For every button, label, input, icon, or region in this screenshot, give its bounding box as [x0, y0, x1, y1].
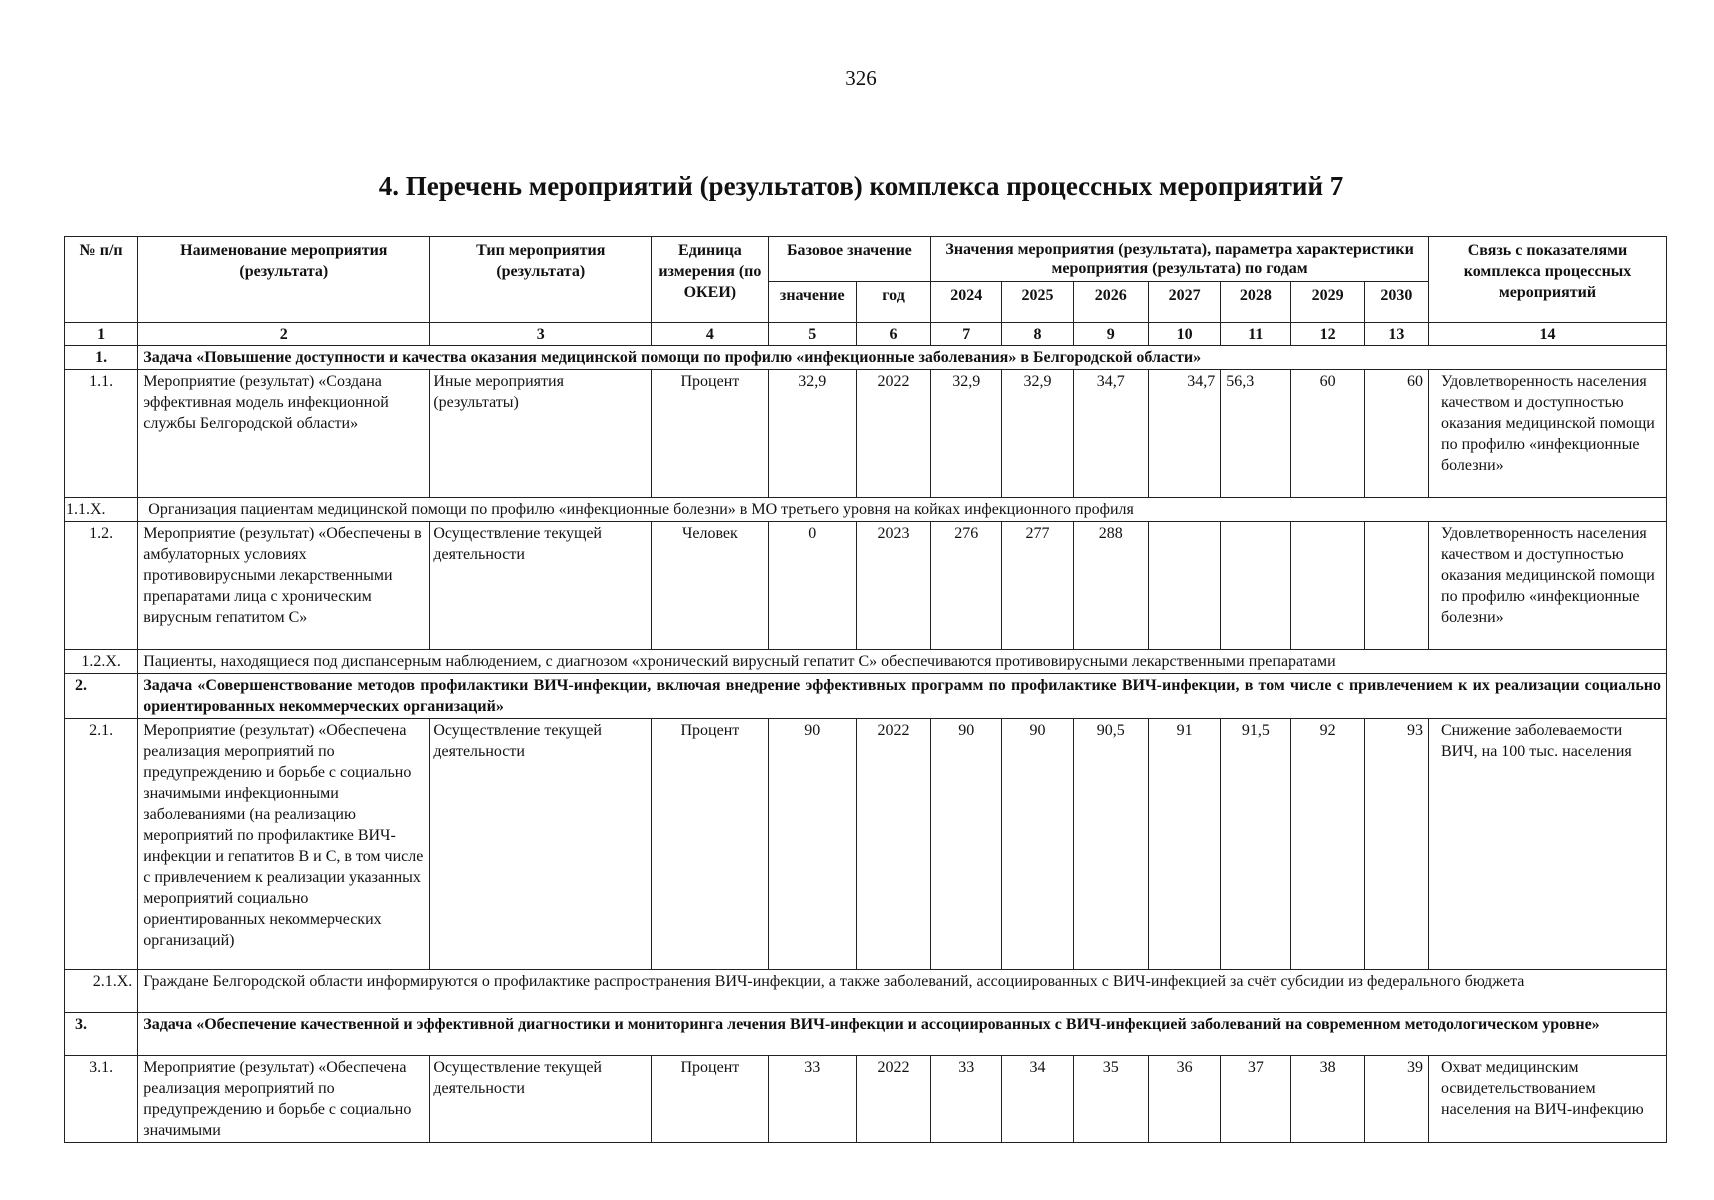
column-number: 10 — [1148, 323, 1220, 346]
table-row — [65, 1056, 1667, 1143]
row-num: 1.2.Х. — [65, 650, 138, 674]
column-number: 14 — [1429, 323, 1667, 346]
column-number: 7 — [931, 323, 1002, 346]
row-name: Мероприятие (результат) «Создана эффективная модель инфекционной службы Белгородской области» — [138, 370, 430, 498]
row-value: 92 — [1291, 719, 1364, 970]
row-base-year: 2022 — [856, 1056, 930, 1143]
header-row — [65, 237, 1667, 282]
row-num: 2.1.Х. — [65, 970, 138, 1013]
row-value: 91,5 — [1221, 719, 1291, 970]
row-value: 34,7 — [1148, 370, 1220, 498]
column-numbers-row — [65, 323, 1667, 346]
row-link: Удовлетворенность населения качеством и доступностью оказания медицинской помощи по профилю «инфекционные болезни» — [1429, 370, 1667, 498]
task-row — [65, 346, 1667, 370]
row-value: 91 — [1148, 719, 1220, 970]
row-base-value: 33 — [768, 1056, 856, 1143]
row-value: 60 — [1364, 370, 1428, 498]
column-number: 2 — [138, 323, 430, 346]
header-year: 2030 — [1364, 282, 1428, 323]
task-text: Задача «Обеспечение качественной и эффективной диагностики и мониторинга лечения ВИЧ-инфекции и ассоциированных с ВИЧ-инфекцией заболеваний на современном методологическом уровне» — [138, 1013, 1667, 1056]
table-row — [65, 970, 1667, 1013]
column-number: 4 — [652, 323, 768, 346]
header-link: Связь с показателями комплекса процессных мероприятий — [1429, 237, 1667, 323]
row-value: 37 — [1221, 1056, 1291, 1143]
row-type: Осуществление текущей деятельности — [430, 1056, 652, 1143]
row-value: 90 — [1002, 719, 1073, 970]
row-value: 90 — [931, 719, 1002, 970]
row-value: 90,5 — [1073, 719, 1148, 970]
row-value — [1148, 522, 1220, 650]
row-num: 2.1. — [65, 719, 138, 970]
row-unit: Процент — [652, 1056, 768, 1143]
row-value: 36 — [1148, 1056, 1220, 1143]
row-value — [1291, 522, 1364, 650]
row-type: Осуществление текущей деятельности — [430, 719, 652, 970]
row-unit: Процент — [652, 370, 768, 498]
row-value: 93 — [1364, 719, 1428, 970]
row-text: Граждане Белгородской области информируются о профилактике распространения ВИЧ-инфекции, а также заболеваний, ассоциированных с ВИЧ-инфекцией за счёт субсидии из федерального бюджета — [138, 970, 1667, 1013]
column-number: 1 — [65, 323, 138, 346]
row-name: Мероприятие (результат) «Обеспечена реализация мероприятий по предупреждению и борьбе с социально значимыми — [138, 1056, 430, 1143]
header-year: 2028 — [1221, 282, 1291, 323]
row-num: 1.1.Х. — [65, 498, 138, 522]
column-number: 12 — [1291, 323, 1364, 346]
measures-table — [64, 236, 1667, 1143]
row-num: 1.1. — [65, 370, 138, 498]
table-row — [65, 370, 1667, 498]
row-value: 33 — [931, 1056, 1002, 1143]
header-values-group: Значения мероприятия (результата), параметра характеристики мероприятия (результата) по годам — [931, 237, 1429, 282]
row-value: 288 — [1073, 522, 1148, 650]
header-base-value: значение — [768, 282, 856, 323]
row-link: Удовлетворенность населения качеством и доступностью оказания медицинской помощи по профилю «инфекционные болезни» — [1429, 522, 1667, 650]
row-link: Снижение заболеваемости ВИЧ, на 100 тыс. населения — [1429, 719, 1667, 970]
header-year: 2025 — [1002, 282, 1073, 323]
task-text: Задача «Повышение доступности и качества оказания медицинской помощи по профилю «инфекционные заболевания» в Белгородской области» — [138, 346, 1667, 370]
row-text: Организация пациентам медицинской помощи по профилю «инфекционные болезни» в МО третьего уровня на койках инфекционного профиля — [138, 498, 1667, 522]
row-text: Пациенты, находящиеся под диспансерным наблюдением, с диагнозом «хронический вирусный гепатит С» обеспечиваются противовирусными лекарственными препаратами — [138, 650, 1667, 674]
row-type: Осуществление текущей деятельности — [430, 522, 652, 650]
header-num: № п/п — [65, 237, 138, 323]
task-row — [65, 674, 1667, 719]
row-base-value: 0 — [768, 522, 856, 650]
row-base-value: 32,9 — [768, 370, 856, 498]
row-base-year: 2022 — [856, 370, 930, 498]
header-unit: Единица измерения (по ОКЕИ) — [652, 237, 768, 323]
header-year: 2029 — [1291, 282, 1364, 323]
header-name: Наименование мероприятия (результата) — [138, 237, 430, 323]
row-value: 32,9 — [931, 370, 1002, 498]
row-value — [1364, 522, 1428, 650]
header-year: 2026 — [1073, 282, 1148, 323]
task-num: 3. — [65, 1013, 138, 1056]
column-number: 11 — [1221, 323, 1291, 346]
row-base-value: 90 — [768, 719, 856, 970]
column-number: 9 — [1073, 323, 1148, 346]
row-value: 34,7 — [1073, 370, 1148, 498]
header-base-group: Базовое значение — [768, 237, 931, 282]
task-num: 2. — [65, 674, 138, 719]
row-link: Охват медицинским освидетельствованием населения на ВИЧ-инфекцию — [1429, 1056, 1667, 1143]
page-number: 326 — [845, 66, 877, 90]
row-unit: Процент — [652, 719, 768, 970]
column-number: 8 — [1002, 323, 1073, 346]
table-row — [65, 522, 1667, 650]
header-type: Тип мероприятия (результата) — [430, 237, 652, 323]
row-base-year: 2022 — [856, 719, 930, 970]
column-number: 13 — [1364, 323, 1428, 346]
row-value: 34 — [1002, 1056, 1073, 1143]
row-unit: Человек — [652, 522, 768, 650]
row-value: 38 — [1291, 1056, 1364, 1143]
header-year: 2024 — [931, 282, 1002, 323]
page-title: 4. Перечень мероприятий (результатов) комплекса процессных мероприятий 7 — [378, 171, 1344, 201]
column-number: 3 — [430, 323, 652, 346]
row-type: Иные мероприятия (результаты) — [430, 370, 652, 498]
row-num: 3.1. — [65, 1056, 138, 1143]
row-value: 56,3 — [1221, 370, 1291, 498]
column-number: 5 — [768, 323, 856, 346]
row-name: Мероприятие (результат) «Обеспечены в амбулаторных условиях противовирусными лекарственными препаратами лица с хроническим вирусным гепатитом С» — [138, 522, 430, 650]
table-row — [65, 498, 1667, 522]
row-name: Мероприятие (результат) «Обеспечена реализация мероприятий по предупреждению и борьбе с социально значимыми инфекционными заболеваниями (на реализацию мероприятий по профилактике ВИЧ-инфекции и гепатитов В и С, в том числе с привлечением к реализации указанных мероприятий социально ориентированных некоммерческих организаций) — [138, 719, 430, 970]
header-year: 2027 — [1148, 282, 1220, 323]
task-num: 1. — [65, 346, 138, 370]
row-num: 1.2. — [65, 522, 138, 650]
task-row — [65, 1013, 1667, 1056]
header-base-year: год — [856, 282, 930, 323]
column-number: 6 — [856, 323, 930, 346]
row-value: 32,9 — [1002, 370, 1073, 498]
row-value: 39 — [1364, 1056, 1428, 1143]
row-value: 276 — [931, 522, 1002, 650]
table-row — [65, 719, 1667, 970]
row-value: 35 — [1073, 1056, 1148, 1143]
table-row — [65, 650, 1667, 674]
row-value: 60 — [1291, 370, 1364, 498]
task-text: Задача «Совершенствование методов профилактики ВИЧ-инфекции, включая внедрение эффективных программ по профилактике ВИЧ-инфекции, в том числе с привлечением к их реализации социально ориентированных некоммерческих организаций» — [138, 674, 1667, 719]
row-base-year: 2023 — [856, 522, 930, 650]
row-value — [1221, 522, 1291, 650]
row-value: 277 — [1002, 522, 1073, 650]
